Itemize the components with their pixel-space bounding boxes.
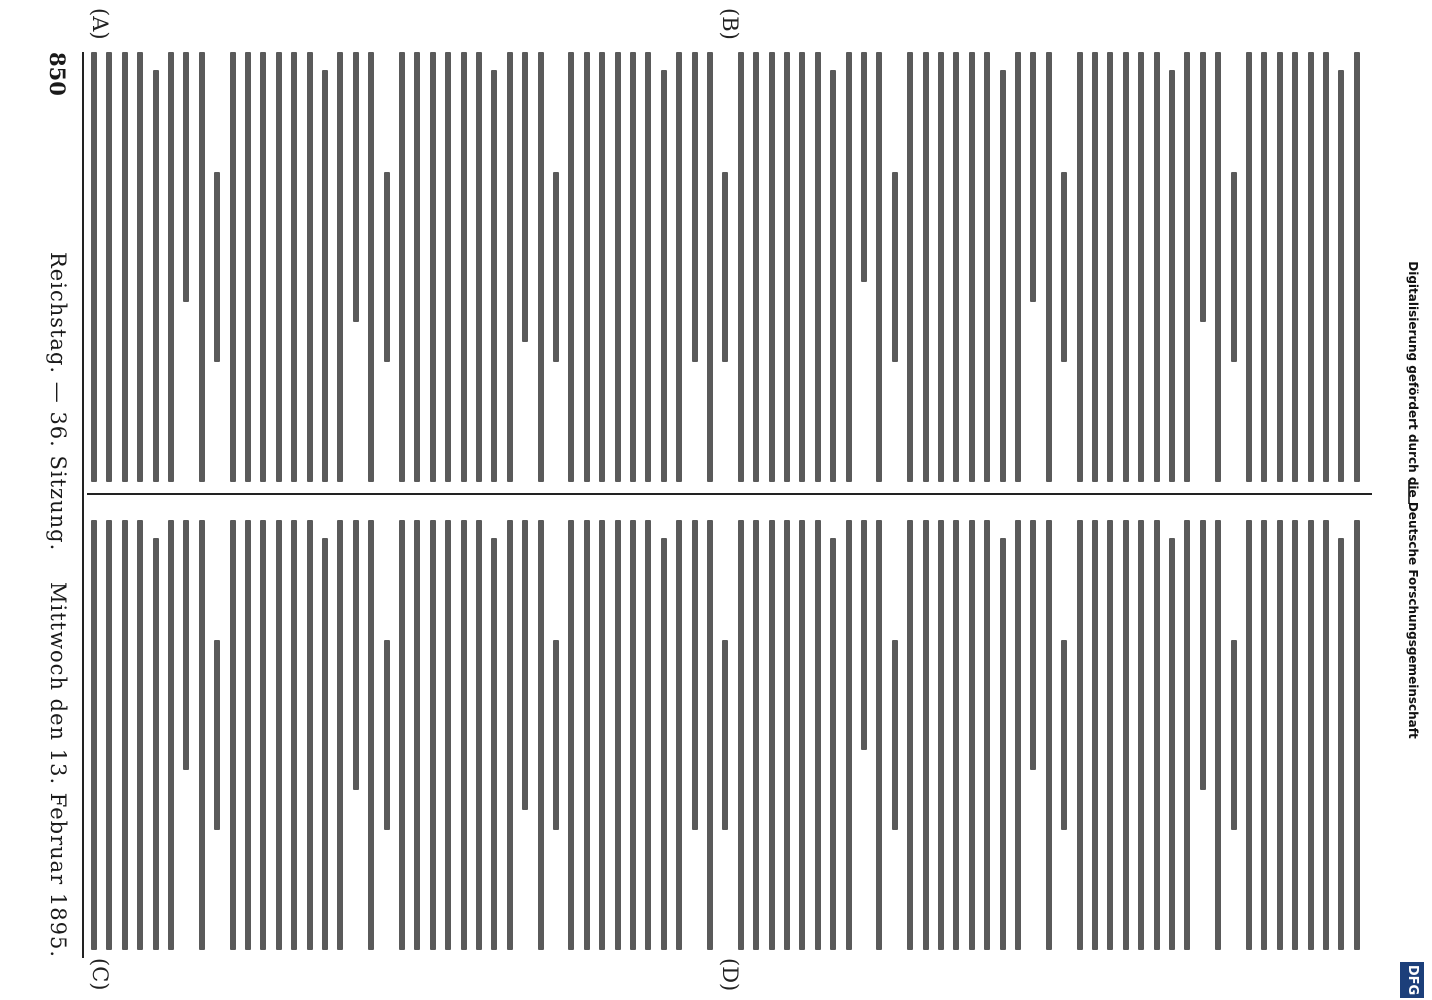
text-line-placeholder [476,520,482,950]
text-line-placeholder [368,520,374,950]
text-line-placeholder [645,52,651,482]
margin-letter-c: (C) [88,958,112,991]
text-line-placeholder [1077,520,1083,950]
text-line-placeholder [615,520,621,950]
text-line-placeholder [414,52,420,482]
text-line-placeholder [1000,538,1006,950]
text-line-placeholder [1077,52,1083,482]
text-line-placeholder [91,520,97,950]
text-line-placeholder [568,520,574,950]
page-number: 850 [45,52,70,96]
text-line-placeholder [861,520,867,750]
header-rule [82,52,84,958]
text-line-placeholder [430,520,436,950]
text-line-placeholder [153,70,159,482]
text-line-placeholder [461,520,467,950]
text-line-placeholder [707,520,713,950]
text-line-placeholder [183,520,189,770]
text-line-placeholder [938,520,944,950]
text-line-placeholder [769,52,775,482]
column-divider [87,493,1372,495]
text-line-placeholder [337,520,343,950]
text-line-placeholder [815,520,821,950]
text-line-placeholder [122,52,128,482]
text-line-placeholder [584,52,590,482]
text-line-placeholder [799,520,805,950]
text-line-placeholder [106,520,112,950]
text-line-placeholder [260,520,266,950]
text-line-placeholder [307,520,313,950]
text-line-placeholder [1277,52,1283,482]
text-line-placeholder [1338,70,1344,482]
running-header [34,52,74,958]
text-line-placeholder [230,52,236,482]
text-line-placeholder [1138,52,1144,482]
text-line-placeholder [907,520,913,950]
text-line-placeholder [183,52,189,302]
margin-letter-b: (B) [718,8,742,40]
digitization-credit: Digitalisierung gefördert durch die Deutsche Forschungsgemeinschaft [1406,261,1420,739]
text-line-placeholder [830,538,836,950]
text-line-placeholder [291,520,297,950]
text-line-placeholder [1261,52,1267,482]
text-line-placeholder [984,52,990,482]
text-line-placeholder [1061,172,1067,362]
text-line-placeholder [307,52,313,482]
text-line-placeholder [507,520,513,950]
text-line-placeholder [1231,172,1237,362]
text-line-placeholder [137,52,143,482]
text-line-placeholder [1308,52,1314,482]
text-line-placeholder [1323,520,1329,950]
text-line-placeholder [245,52,251,482]
text-line-placeholder [984,520,990,950]
text-line-placeholder [876,520,882,950]
text-line-placeholder [522,52,528,342]
text-line-placeholder [784,520,790,950]
text-line-placeholder [907,52,913,482]
text-line-placeholder [630,520,636,950]
text-column-left [87,52,1372,482]
text-line-placeholder [337,52,343,482]
text-line-placeholder [1338,538,1344,950]
text-line-placeholder [1215,52,1221,482]
text-line-placeholder [661,70,667,482]
text-line-placeholder [491,538,497,950]
text-line-placeholder [122,520,128,950]
text-line-placeholder [568,52,574,482]
text-line-placeholder [969,52,975,482]
text-line-placeholder [106,52,112,482]
text-line-placeholder [938,52,944,482]
text-line-placeholder [153,538,159,950]
text-line-placeholder [522,520,528,810]
text-line-placeholder [722,172,728,362]
text-line-placeholder [1308,520,1314,950]
text-line-placeholder [1169,538,1175,950]
text-line-placeholder [1215,520,1221,950]
text-line-placeholder [1107,52,1113,482]
text-line-placeholder [815,52,821,482]
text-line-placeholder [1246,520,1252,950]
text-line-placeholder [507,52,513,482]
header-title: Reichstag. — 36. Sitzung. [46,252,70,552]
text-line-placeholder [846,520,852,950]
text-line-placeholder [599,52,605,482]
text-line-placeholder [538,52,544,482]
text-line-placeholder [399,52,405,482]
text-line-placeholder [260,52,266,482]
text-line-placeholder [553,172,559,362]
text-line-placeholder [414,520,420,950]
text-line-placeholder [953,520,959,950]
text-line-placeholder [538,520,544,950]
text-line-placeholder [168,52,174,482]
text-line-placeholder [368,52,374,482]
text-line-placeholder [599,520,605,950]
text-line-placeholder [1030,520,1036,770]
text-line-placeholder [1000,70,1006,482]
text-line-placeholder [1092,52,1098,482]
text-line-placeholder [1292,52,1298,482]
text-line-placeholder [1030,52,1036,302]
text-line-placeholder [1154,52,1160,482]
text-line-placeholder [1107,520,1113,950]
text-line-placeholder [923,520,929,950]
text-line-placeholder [969,520,975,950]
text-line-placeholder [722,640,728,830]
text-line-placeholder [1323,52,1329,482]
text-line-placeholder [137,520,143,950]
text-line-placeholder [738,52,744,482]
text-line-placeholder [461,52,467,482]
text-line-placeholder [738,520,744,950]
text-line-placeholder [1046,52,1052,482]
text-line-placeholder [892,172,898,362]
text-line-placeholder [615,52,621,482]
text-line-placeholder [876,52,882,482]
text-line-placeholder [676,520,682,950]
text-line-placeholder [1277,520,1283,950]
text-line-placeholder [214,640,220,830]
text-line-placeholder [353,520,359,790]
text-line-placeholder [1169,70,1175,482]
text-line-placeholder [245,520,251,950]
text-line-placeholder [753,520,759,950]
text-line-placeholder [91,52,97,482]
text-line-placeholder [753,52,759,482]
text-line-placeholder [1231,640,1237,830]
text-line-placeholder [199,52,205,482]
text-line-placeholder [445,52,451,482]
text-line-placeholder [1015,520,1021,950]
text-line-placeholder [1354,520,1360,950]
text-line-placeholder [953,52,959,482]
text-line-placeholder [1246,52,1252,482]
text-line-placeholder [1184,52,1190,482]
text-line-placeholder [276,520,282,950]
text-line-placeholder [1061,640,1067,830]
text-column-right [87,520,1372,950]
text-line-placeholder [1092,520,1098,950]
text-line-placeholder [384,172,390,362]
text-line-placeholder [430,52,436,482]
text-line-placeholder [353,52,359,322]
text-line-placeholder [830,70,836,482]
text-line-placeholder [1354,52,1360,482]
text-line-placeholder [491,70,497,482]
text-line-placeholder [861,52,867,282]
text-line-placeholder [799,52,805,482]
text-line-placeholder [1123,52,1129,482]
text-line-placeholder [1154,520,1160,950]
text-line-placeholder [230,520,236,950]
text-line-placeholder [707,52,713,482]
text-line-placeholder [692,520,698,830]
text-line-placeholder [692,52,698,362]
text-line-placeholder [645,520,651,950]
text-line-placeholder [1292,520,1298,950]
text-line-placeholder [784,52,790,482]
text-line-placeholder [769,520,775,950]
text-line-placeholder [276,52,282,482]
text-line-placeholder [846,52,852,482]
text-line-placeholder [322,538,328,950]
text-line-placeholder [476,52,482,482]
text-line-placeholder [214,172,220,362]
text-line-placeholder [291,52,297,482]
text-line-placeholder [676,52,682,482]
text-line-placeholder [1200,52,1206,322]
text-line-placeholder [923,52,929,482]
text-line-placeholder [1046,520,1052,950]
text-line-placeholder [1138,520,1144,950]
text-line-placeholder [630,52,636,482]
text-line-placeholder [553,640,559,830]
text-line-placeholder [199,520,205,950]
text-line-placeholder [892,640,898,830]
text-line-placeholder [584,520,590,950]
text-line-placeholder [1261,520,1267,950]
text-line-placeholder [1200,520,1206,790]
text-line-placeholder [168,520,174,950]
text-line-placeholder [399,520,405,950]
text-line-placeholder [384,640,390,830]
text-line-placeholder [1015,52,1021,482]
margin-letter-a: (A) [88,8,112,40]
header-date: Mittwoch den 13. Februar 1895. [46,581,70,958]
margin-letter-d: (D) [718,958,742,992]
text-line-placeholder [1184,520,1190,950]
text-line-placeholder [661,538,667,950]
text-line-placeholder [322,70,328,482]
text-line-placeholder [445,520,451,950]
text-line-placeholder [1123,520,1129,950]
dfg-logo: DFG [1400,962,1424,998]
